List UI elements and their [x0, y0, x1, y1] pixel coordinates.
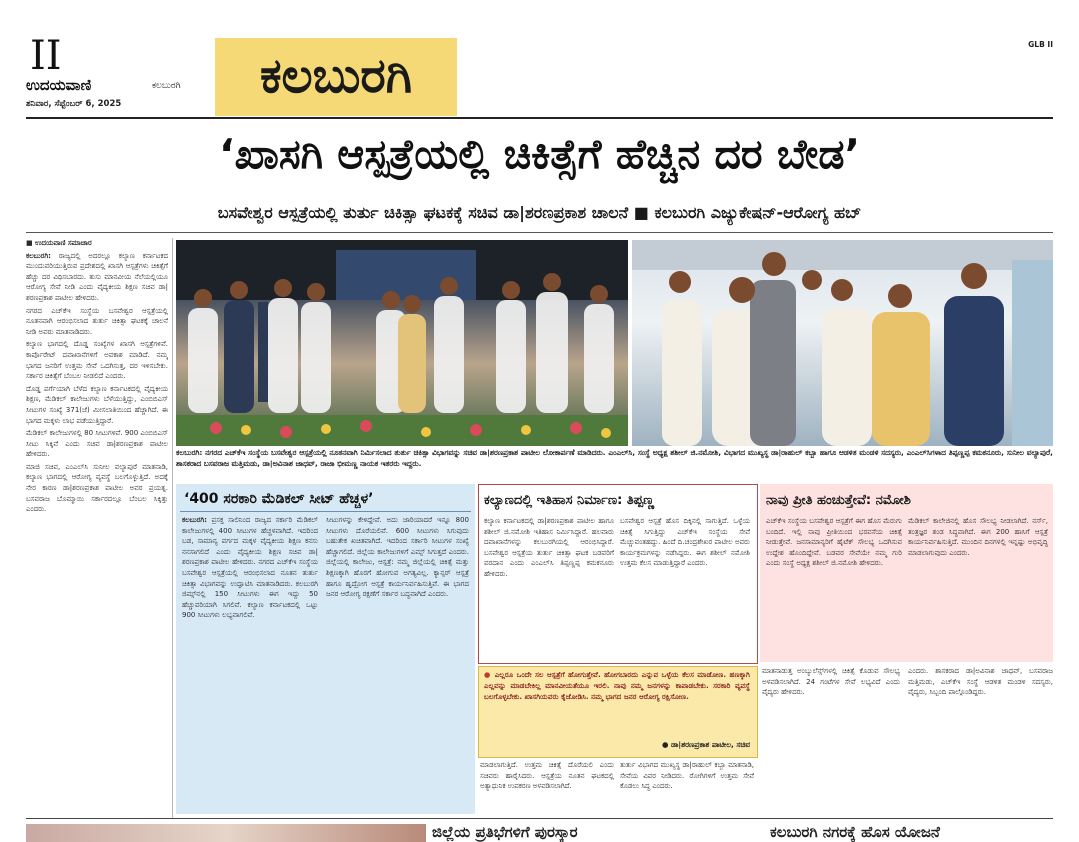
masthead-city: ಕಲಬುರಗಿ: [152, 81, 181, 91]
lower-text-col1: ಮಾಡಲಾಗುತ್ತಿದೆ. ಉತ್ತಮ ಚಿಕಿತ್ಸೆ ದೊರೆಯಲಿ ಎಂದು ಸಚಿವರು ಹಾರೈಸಿದರು. ಆಸ್ಪತ್ರೆಯ ನೂತನ ಘಟಕದಲ್ಲಿ ಅತ್ಯಾಧುನಿಕ ಉಪಕರಣ ಅಳವಡಿಸಲಾಗಿದೆ.: [480, 761, 614, 791]
column-divider: [172, 238, 173, 818]
story-paragraph: ಮಾಜಿ ಸಚಿವ, ಎಂಎಲ್‌ಸಿ ಸುನೀಲ ವಲ್ಯಾಪುರೆ ಮಾತನಾಡಿ, ಕಲ್ಯಾಣ ಭಾಗದಲ್ಲಿ ಆರೋಗ್ಯ ವ್ಯವಸ್ಥೆ ಬಲಗೊಳ್ಳುತ್ತಿದೆ. ಅದಕ್ಕೆ ನೇರ ಕಾರಣ ಡಾ|ಶರಣಪ್ರಕಾಶ ಪಾಟೀಲ ಅವರ ಪ್ರಯತ್ನ. ಬಸವರಾಜ ಬೊಮ್ಮಾಯಿ ಸರ್ಕಾರದಲ್ಲೂ ಬೆಂಬಲ ಸಿಕ್ಕಿತ್ತು ಎಂದರು.: [26, 462, 168, 514]
box-namoshi-title: ನಾವು ಪ್ರೀತಿ ಹಂಚುತ್ತೇವೆ: ನಮೋಶಿ: [766, 493, 911, 508]
page-code: GLB II: [1028, 40, 1053, 49]
main-story: [26, 238, 168, 813]
photo-inauguration: [176, 240, 628, 446]
box-namoshi-col2: ಮೆಡಿಕಲ್ ಕಾಲೇಜಿನಲ್ಲಿ ಹೊಸ ಸೌಲಭ್ಯ ನೀಡಲಾಗಿದೆ. ನರ್ಸ್, ತಂತ್ರಜ್ಞರ ತಂಡ ಸಿದ್ಧವಾಗಿದೆ. ಈಗ 200 ಹಾಸಿಗೆ ಆಸ್ಪತ್ರೆ ಕಾರ್ಯನಿರ್ವಹಿಸುತ್ತಿದೆ. ಮುಂದಿನ ದಿನಗಳಲ್ಲಿ ಇನ್ನಷ್ಟು ಅಭಿವೃದ್ಧಿ ಮಾಡಲಾಗುವುದು ಎಂದರು.: [908, 517, 1048, 557]
byline: ■ ಉದಯವಾಣಿ ಸಮಾಚಾರ: [26, 239, 92, 247]
box-400-title: ‘400 ಸರಕಾರಿ ಮೆಡಿಕಲ್ ಸೀಟ್ ಹೆಚ್ಚಳ’: [184, 491, 374, 507]
story-paragraph: ದೊಡ್ಡ ಪರ್ಗೆಯಾಗಿ ಬೆಳೆದ ಕಲ್ಯಾಣ ಕರ್ನಾಟಕದಲ್ಲಿ ವೈದ್ಯಕೀಯ ಶಿಕ್ಷಣ, ಮೆಡಿಕಲ್ ಕಾಲೇಜುಗಳು ಬೆಳೆಯುತ್ತಿದ್ದು, ಎಂಬಿಬಿಎಸ್ ಸೀಟುಗಳ ಸಂಖ್ಯೆ 371(ಜೆ) ಮೀಸಲಾತಿಯಿಂದ ಹೆಚ್ಚಾಗಿದೆ. ಈ ಭಾಗದ ಮಕ್ಕಳು ಲಾಭ ಪಡೆಯುತ್ತಿದ್ದಾರೆ.: [26, 384, 168, 425]
quote-icon: ●: [484, 670, 492, 679]
quote-attribution: ● ಡಾ|ಶರಣಪ್ರಕಾಶ ಪಾಟೀಲ, ಸಚಿವ: [662, 740, 750, 749]
story-paragraph: ಕಲಬುರಗಿ: ರಾಜ್ಯದಲ್ಲಿ ಅದರಲ್ಲೂ ಕಲ್ಯಾಣ ಕರ್ನಾಟಕದ ಮುಂದುವರಿಯುತ್ತಿರುವ ಪ್ರದೇಶದಲ್ಲಿ ಖಾಸಗಿ ಆಸ್ಪತ್ರೆಗಳು ಚಿಕಿತ್ಸೆಗೆ ಹೆಚ್ಚು ದರ ವಿಧಿಸಬಾರದು. ತುಸು ಮಾನವೀಯ ನೆಲೆಯಲ್ಲಿಯೂ ಆರೋಗ್ಯ ಸೇವೆ ನೀಡಿ ಎಂದು ವೈದ್ಯಕೀಯ ಶಿಕ್ಷಣ ಸಚಿವ ಡಾ|ಶರಣಪ್ರಕಾಶ ಪಾಟೀಲ ಹೇಳಿದರು.: [26, 251, 168, 302]
box-400-col2: ಸೀಟುಗಳನ್ನು ಕೇಳಿದ್ದೇವೆ. ಅದು ಜಾರಿಯಾದರೆ ಇನ್ನೂ 800 ಸೀಟುಗಳು ದೊರೆಯಲಿವೆ. 600 ಸೀಟುಗಳು ಸಿಗುವುದು ಬಹುತೇಕ ಖಚಿತವಾಗಿದೆ. ಇದರಿಂದ ಸರ್ಕಾರಿ ಸೀಟುಗಳ ಸಂಖ್ಯೆ ಹೆಚ್ಚಾಗಲಿದೆ. ಜಿಲ್ಲೆಯ ಕಾಲೇಜುಗಳಿಗೆ ಎಮ್ಸ್ ಸಿಗುತ್ತದೆ ಎಂದರು. ಜಿಲ್ಲೆಯಲ್ಲಿ ಕಾಲೇಜು, ಆಸ್ಪತ್ರೆ: ನಮ್ಮ ಜಿಲ್ಲೆಯಲ್ಲಿ ಚಿಕಿತ್ಸೆ ಮತ್ತು ಶಿಕ್ಷಣಕ್ಕಾಗಿ ಹೊರಗೆ ಹೋಗುವ ಅಗತ್ಯವಿಲ್ಲ. ಕ್ಯಾನ್ಸರ್ ಆಸ್ಪತ್ರೆ ಹಾಗೂ ಹೃದ್ರೋಗ ಆಸ್ಪತ್ರೆ ಕಾರ್ಯನಿರ್ವಹಿಸುತ್ತಿವೆ. ಈ ಭಾಗದ ಜನರ ಆರೋಗ್ಯ ರಕ್ಷಣೆಗೆ ಸರ್ಕಾರ ಬದ್ಧವಾಗಿದೆ ಎಂದರು.: [326, 516, 469, 599]
dateline: ಕಲಬುರಗಿ:: [26, 251, 51, 260]
story-paragraph: ಮೆಡಿಕಲ್ ಕಾಲೇಜುಗಳಲ್ಲಿ 80 ಸೀಟುಗಳಿವೆ. 900 ಎಂಬಿಬಿಎಸ್ ಸೀಟು ಸಿಕ್ಕಿವೆ ಎಂದು ಸಚಿವ ಡಾ|ಶರಣಪ್ರಕಾಶ ಪಾಟೀಲ ಹೇಳಿದರು.: [26, 429, 168, 459]
photo-caption: ಕಲಬುರಗಿ: ನಗರದ ಎಚ್‌ಕೆಇ ಸಂಸ್ಥೆಯ ಬಸವೇಶ್ವರ ಆಸ್ಪತ್ರೆಯಲ್ಲಿ ನೂತನವಾಗಿ ನಿರ್ಮಿಸಲಾದ ತುರ್ತು ಚಿಕಿತ್ಸಾ ವಿಭಾಗವನ್ನು ಸಚಿವ ಡಾ|ಶರಣಪ್ರಕಾಶ ಪಾಟೀಲ ಲೋಕಾರ್ಪಣೆ ಮಾಡಿದರು. ಎಂಎಲ್‌ಸಿ, ಸಂಸ್ಥೆ ಅಧ್ಯಕ್ಷ ಶಶೀಲ್ ಜಿ.ನಮೋಶಿ, ವಿಭಾಗದ ಮುಖ್ಯಸ್ಥ ಡಾ|ರಾಹುಲ್ ಕಬ್ಬಾ ಹಾಗೂ ಆಡಳಿತ ಮಂಡಳಿ ಸದಸ್ಯರು, ಎಂಎಲ್‌ಸಿಗಳಾದ ತಿಪ್ಪಣ್ಣಪ್ಪ ಕಮಕನೂರು, ಸುನೀಲ ವಲ್ಯಾಪುರೆ, ಶಾಸಕರಾದ ಬಸವರಾಜ ಮತ್ತಿಮಡು, ಡಾ|ಅವಿನಾಶ ಜಾಧವ್, ರಾಜಾ ಭೀಮಣ್ಣ ನಾಯಕ ಇತರರು ಇದ್ದರು.: [176, 448, 1053, 468]
lower-text-col2: ತುರ್ತು ವಿಭಾಗದ ಮುಖ್ಯಸ್ಥ ಡಾ|ರಾಹುಲ್ ಕಬ್ಬಾ ಮಾತನಾಡಿ, ಸೇವೆಯ ವಿವರ ನೀಡಿದರು. ರೋಗಿಗಳಿಗೆ ಉತ್ತಮ ಸೇವೆ ಕೊಡಲು ಸಿದ್ಧ ಎಂದರು.: [620, 761, 754, 791]
story-paragraph: ಕಲ್ಯಾಣ ಭಾಗದಲ್ಲಿ ದೊಡ್ಡ ಸಂಖ್ಯೆಗಳ ಖಾಸಗಿ ಆಸ್ಪತ್ರೆಗಳಿವೆ. ಕಾರ್ಪೊರೇಟ್ ದವಾಖಾನೆಗಳಿಗೆ ಅವಕಾಶ ಮಾಡಿದೆ. ನಮ್ಮ ಭಾಗದ ಜನರಿಗೆ ಉತ್ತಮ ಸೇವೆ ಒದಗಿಸುತ್ತ, ದರ ಇಳಿಸಬೇಕು. ಸರ್ಕಾರ ಚಿಕಿತ್ಸೆಗೆ ಬೆಂಬಲ ನೀಡಲಿದೆ ಎಂದರು.: [26, 340, 168, 381]
headline-rule: [26, 232, 1053, 233]
sub-headline: ಬಸವೇಶ್ವರ ಆಸ್ಪತ್ರೆಯಲ್ಲಿ ತುರ್ತು ಚಿಕಿತ್ಸಾ ಘಟಕಕ್ಕೆ ಸಚಿವ ಡಾ|ಶರಣಪ್ರಕಾಶ ಚಾಲನೆ ■ ಕಲಬುರಗಿ ಎಜ್ಯುಕೇಷನ್-ಆರೋಗ್ಯ ಹಬ್: [217, 203, 862, 222]
bottom-photo-strip: [26, 824, 426, 842]
edition-mark: II: [30, 33, 62, 79]
main-headline: ‘ಖಾಸಗಿ ಆಸ್ಪತ್ರೆಯಲ್ಲಿ ಚಿಕಿತ್ಸೆಗೆ ಹೆಚ್ಚಿನ ದರ ಬೇಡ’: [218, 130, 861, 178]
issue-date: ಶನಿವಾರ, ಸೆಪ್ಟೆಂಬರ್ 6, 2025: [26, 99, 122, 109]
box-400-col1: ಕಲಬುರಗಿ: ಪ್ರಸಕ್ತ ಸಾಲಿನಿಂದ ರಾಜ್ಯದ ಸರ್ಕಾರಿ ಮೆಡಿಕಲ್ ಕಾಲೇಜುಗಳಲ್ಲಿ 400 ಸೀಟುಗಳ ಹೆಚ್ಚಳವಾಗಿದೆ. ಇದರಿಂದ ಬಡ, ಸಾಮಾನ್ಯ ವರ್ಗದ ಮಕ್ಕಳ ವೈದ್ಯಕೀಯ ಶಿಕ್ಷಣ ಕನಸು ನನಸಾಗಲಿದೆ ಎಂದು ವೈದ್ಯಕೀಯ ಶಿಕ್ಷಣ ಸಚಿವ ಡಾ|ಶರಣಪ್ರಕಾಶ ಪಾಟೀಲ ಹೇಳಿದರು. ನಗರದ ಎಚ್‌ಕೆಇ ಸಂಸ್ಥೆಯ ಬಸವೇಶ್ವರ ಆಸ್ಪತ್ರೆಯಲ್ಲಿ ಆರಂಭಿಸಲಾದ ನೂತನ ತುರ್ತು ಚಿಕಿತ್ಸಾ ವಿಭಾಗವನ್ನು ಉದ್ಘಾಟಿಸಿ ಮಾತನಾಡಿದರು. ಕಲಬುರಗಿ ಜಿಮ್ಸ್‌ನಲ್ಲಿ 150 ಸೀಟುಗಳು ಈಗ ಇದ್ದು 50 ಹೆಚ್ಚುವರಿಯಾಗಿ ಸಿಗಲಿವೆ. ಕಲ್ಯಾಣ ಕರ್ನಾಟಕದಲ್ಲಿ ಒಟ್ಟು 900 ಸೀಟುಗಳು ಲಭ್ಯವಾಗಲಿವೆ.: [182, 516, 318, 620]
story-paragraph: ನಗರದ ಎಚ್‌ಕೆಇ ಸಂಸ್ಥೆಯ ಬಸವೇಶ್ವರ ಆಸ್ಪತ್ರೆಯಲ್ಲಿ ನೂತನವಾಗಿ ಆರಂಭಿಸಲಾದ ತುರ್ತು ಚಿಕಿತ್ಸಾ ಘಟಕಕ್ಕೆ ಚಾಲನೆ ನೀಡಿ ಅವರು ಮಾತನಾಡಿದರು.: [26, 306, 168, 336]
photo-visit: [632, 240, 1053, 446]
section-title: ಕಲಬುರಗಿ: [259, 48, 413, 104]
masthead-rule: [26, 117, 1053, 119]
photo-group-illustration: [632, 240, 1053, 446]
photo-people-illustration: [176, 240, 628, 446]
paper-name: ಉದಯವಾಣಿ: [26, 76, 92, 94]
teaser-left: ಜಿಲ್ಲೆಯ ಪ್ರತಿಭೆಗಳಿಗೆ ಪುರಸ್ಕಾರ: [432, 823, 578, 841]
box-kalyana-col2: ಬಸವೇಶ್ವರ ಆಸ್ಪತ್ರೆ ಹೊಸ ದಿಕ್ಕಿನಲ್ಲಿ ಸಾಗುತ್ತಿದೆ. ಒಳ್ಳೆಯ ಚಿಕಿತ್ಸೆ ಸಿಗುತ್ತಿದ್ದು ಎಚ್‌ಕೆಇ ಸಂಸ್ಥೆಯ ಸೇವೆ ಮೆಚ್ಚುವಂತಹದ್ದು. ಹಿಂದೆ ದಿ.ಚಂದ್ರಶೇಖರ ಪಾಟೀಲ ಅವರು ಕಾರ್ಯಕ್ರಮಗಳನ್ನು ನಡೆಸಿದ್ದರು. ಈಗ ಶಶೀಲ್ ನಮೋಶಿ ಉತ್ತಮ ಕೆಲಸ ಮಾಡುತ್ತಿದ್ದಾರೆ ಎಂದರು.: [620, 517, 750, 568]
dateline: ಕಲಬುರಗಿ:: [182, 516, 207, 524]
box-kalyana-col1: ಕಲ್ಯಾಣ ಕರ್ನಾಟಕದಲ್ಲಿ ಡಾ|ಶರಣಪ್ರಕಾಶ ಪಾಟೀಲ ಹಾಗೂ ಶಶೀಲ್ ಜಿ.ನಮೋಶಿ ಇತಿಹಾಸ ನಿರ್ಮಿಸಿದ್ದಾರೆ. ಹಲವಾರು ದವಾಖಾನೆಗಳನ್ನು ಕಲಬುರಗಿಯಲ್ಲಿ ಆರಂಭಿಸಿದ್ದಾರೆ. ಬಸವೇಶ್ವರ ಆಸ್ಪತ್ರೆಯ ತುರ್ತು ಚಿಕಿತ್ಸಾ ಘಟಕ ಬಡವರಿಗೆ ವರದಾನ ಎಂದು ಎಂಎಲ್‌ಸಿ ತಿಪ್ಪಣ್ಣಪ್ಪ ಕಮಕನೂರು ಹೇಳಿದರು.: [484, 517, 614, 578]
bottom-rule: [26, 818, 1053, 819]
lower-text-col3: ಮಾತನಾಡುತ್ತ ಅಂಬ್ಯುಲೆನ್ಸ್‌ಗಳಲ್ಲಿ ಚಿಕಿತ್ಸೆ ಕೊಡುವ ಸೌಲಭ್ಯ ಅಳವಡಿಸಲಾಗಿದೆ. 24 ಗಂಟೆಗಳ ಸೇವೆ ಲಭ್ಯವಿದೆ ಎಂದು ವೈದ್ಯರು ಹೇಳಿದರು.: [762, 667, 900, 697]
box-namoshi-col1: ಎಚ್‌ಕೆಇ ಸಂಸ್ಥೆಯ ಬಸವೇಶ್ವರ ಆಸ್ಪತ್ರೆಗೆ ಈಗ ಹೊಸ ಮೆರುಗು ಬಂದಿದೆ. ಇಲ್ಲಿ ನಾವು ಪ್ರೀತಿಯಿಂದ ಭರವಸೆಯ ಚಿಕಿತ್ಸೆ ನೀಡುತ್ತೇವೆ. ಜನಸಾಮಾನ್ಯರಿಗೆ ಹೈಟೆಕ್ ಸೌಲಭ್ಯ ಒದಗಿಸುವ ಉದ್ದೇಶ ಹೊಂದಿದ್ದೇವೆ. ಬಡವರ ಸೇವೆಯೇ ನಮ್ಮ ಗುರಿ ಎಂದು ಸಂಸ್ಥೆ ಅಧ್ಯಕ್ಷ ಶಶೀಲ್ ಜಿ.ನಮೋಶಿ ಹೇಳಿದರು.: [766, 517, 902, 568]
quote-text: ● ಎಲ್ಲರೂ ಒಂದೇ ಸಲ ಆಸ್ಪತ್ರೆಗೆ ಹೋಗುತ್ತೇವೆ. ಹೋಗಬಾರದು ಎನ್ನುವ ಒಳ್ಳೆಯ ಕೆಲಸ ಮಾಡೋಣ. ಹಣಕ್ಕಾಗಿ ಎಲ್ಲವನ್ನು ಮಾಡಬೇಕಿಲ್ಲ ಮಾನವೀಯತೆಯೂ ಇರಲಿ. ನಾವು ನಮ್ಮ ಜನಗಳನ್ನು ಕಾಪಾಡಬೇಕು. ಸರಕಾರಿ ವ್ಯವಸ್ಥೆ ಬಲಗೊಳ್ಳಬೇಕು. ಖಾಸಗಿಯವರು ಕೈಜೋಡಿಸಿ. ನಮ್ಮ ಭಾಗದ ಜನರ ಆರೋಗ್ಯ ರಕ್ಷಿಸೋಣ.: [484, 670, 750, 701]
box-400-rule: [180, 511, 471, 512]
lower-text-col4: ಎಂದರು. ಶಾಸಕರಾದ ಡಾ|ಅವಿನಾಶ ಜಾಧವ್, ಬಸವರಾಜ ಮತ್ತಿಮಡು, ಎಚ್‌ಕೆಇ ಸಂಸ್ಥೆ ಆಡಳಿತ ಮಂಡಳಿ ಸದಸ್ಯರು, ವೈದ್ಯರು, ಸಿಬ್ಬಂದಿ ಪಾಲ್ಗೊಂಡಿದ್ದರು.: [908, 667, 1053, 697]
side-head-box: [848, 690, 900, 730]
box-kalyana-title: ಕಲ್ಯಾಣದಲ್ಲಿ ಇತಿಹಾಸ ನಿರ್ಮಾಣ: ತಿಪ್ಪಣ್ಣ: [484, 493, 655, 508]
teaser-right: ಕಲಬುರಗಿ ನಗರಕ್ಕೆ ಹೊಸ ಯೋಜನೆ: [770, 823, 940, 841]
masthead: [0, 0, 1079, 120]
